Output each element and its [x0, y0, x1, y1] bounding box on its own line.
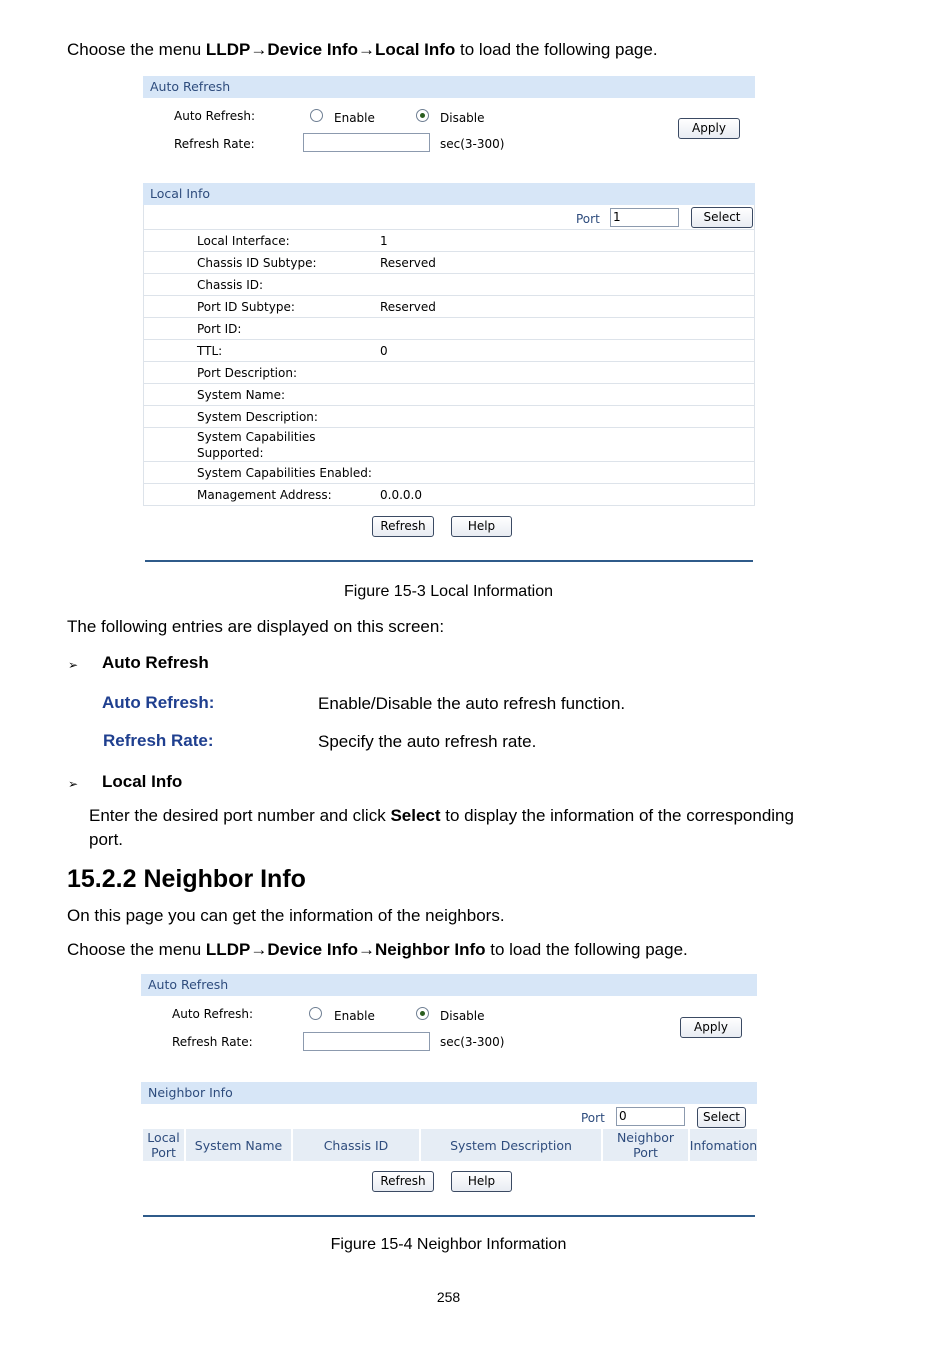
apply-button[interactable]: Apply: [678, 118, 740, 139]
refresh-button[interactable]: Refresh: [372, 516, 434, 537]
entries-intro: The following entries are displayed on this screen:: [67, 617, 445, 636]
enable-radio[interactable]: [309, 1007, 322, 1020]
refresh-rate-input[interactable]: [303, 1032, 430, 1051]
disable-radio[interactable]: [416, 1007, 429, 1020]
refresh-button[interactable]: Refresh: [372, 1171, 434, 1192]
row-label: Port ID Subtype:: [197, 300, 295, 314]
local-info-header: Local Info: [143, 183, 755, 205]
page-number: 258: [436, 1289, 461, 1305]
table-row: [143, 406, 755, 428]
def-desc-auto-refresh: Enable/Disable the auto refresh function.: [318, 694, 626, 713]
column-header-chassis-id: Chassis ID: [293, 1129, 419, 1161]
enable-label: Enable: [334, 1009, 375, 1023]
row-label: Chassis ID:: [197, 278, 264, 292]
neighbor-info-header: Neighbor Info: [141, 1082, 757, 1104]
row-label: Port Description:: [197, 366, 297, 380]
row-value: Reserved: [380, 300, 436, 314]
figure-caption-2: Figure 15-4 Neighbor Information: [330, 1236, 567, 1253]
row-value: 0.0.0.0: [380, 488, 422, 502]
help-button[interactable]: Help: [451, 1171, 512, 1192]
row-label: Management Address:: [197, 488, 332, 502]
intro-local-text: Choose the menu LLDP→Device Info→Local Info to load the following page.: [67, 40, 658, 59]
table-row: [143, 274, 755, 296]
auto-refresh-header: Auto Refresh: [143, 76, 755, 98]
section-heading: 15.2.2 Neighbor Info: [67, 865, 306, 893]
apply-button[interactable]: Apply: [680, 1017, 742, 1038]
table-row: [143, 484, 755, 506]
disable-label: Disable: [440, 1009, 485, 1023]
row-label: TTL:: [197, 344, 223, 358]
rate-hint: sec(3-300): [440, 1035, 505, 1049]
def-term-refresh-rate: Refresh Rate:: [103, 731, 214, 750]
local-info-paragraph-line2: port.: [89, 830, 124, 849]
row-label: System Description:: [197, 410, 318, 424]
row-label: System Name:: [197, 388, 286, 402]
select-button[interactable]: Select: [691, 207, 753, 228]
port-input[interactable]: 1: [610, 208, 679, 227]
column-header-system-name: System Name: [186, 1129, 291, 1161]
port-label: Port: [576, 212, 600, 226]
refresh-rate-label: Refresh Rate:: [172, 1035, 253, 1049]
table-row: [143, 318, 755, 340]
row-label: System Capabilities Enabled:: [197, 466, 372, 480]
table-row: [143, 252, 755, 274]
auto-refresh-header: Auto Refresh: [141, 974, 757, 996]
select-button[interactable]: Select: [697, 1107, 746, 1128]
row-value: Reserved: [380, 256, 436, 270]
port-input[interactable]: 0: [616, 1107, 685, 1126]
port-label: Port: [581, 1111, 605, 1125]
table-row: [143, 384, 755, 406]
refresh-rate-label: Refresh Rate:: [174, 137, 255, 151]
column-header-system-description: System Description: [421, 1129, 601, 1161]
intro-neighbor-text: Choose the menu LLDP→Device Info→Neighbor Info to load the following page.: [67, 940, 688, 959]
disable-label: Disable: [440, 111, 485, 125]
table-row: [143, 462, 755, 484]
row-label: Chassis ID Subtype:: [197, 256, 317, 270]
table-row: [143, 340, 755, 362]
auto-refresh-label: Auto Refresh:: [172, 1007, 254, 1021]
column-header-local-port: Local Port: [143, 1129, 184, 1161]
panel-bottom-rule: [143, 1215, 755, 1217]
row-value: 0: [380, 344, 388, 358]
rate-hint: sec(3-300): [440, 137, 505, 151]
neighbor-intro: On this page you can get the information of the neighbors.: [67, 906, 505, 925]
auto-refresh-label: Auto Refresh:: [174, 109, 256, 123]
help-button[interactable]: Help: [451, 516, 512, 537]
local-info-paragraph: Enter the desired port number and click Select to display the information of the corresponding: [89, 806, 794, 825]
disable-radio[interactable]: [416, 109, 429, 122]
enable-radio[interactable]: [310, 109, 323, 122]
figure-caption-1: Figure 15-3 Local Information: [344, 583, 553, 600]
table-row: [143, 428, 755, 462]
section-auto-refresh: Auto Refresh: [102, 653, 209, 672]
section-local-info: Local Info: [102, 772, 183, 791]
row-label: System Capabilities Supported:: [197, 430, 316, 460]
table-row: [143, 362, 755, 384]
column-header-information: Infomation: [690, 1129, 757, 1161]
refresh-rate-input[interactable]: [303, 133, 430, 152]
enable-label: Enable: [334, 111, 375, 125]
bullet-arrow-icon: ➢: [68, 658, 79, 672]
def-term-auto-refresh: Auto Refresh:: [102, 693, 215, 712]
def-desc-refresh-rate: Specify the auto refresh rate.: [318, 732, 537, 751]
column-header-neighbor-port: Neighbor Port: [603, 1129, 688, 1161]
row-value: 1: [380, 234, 388, 248]
row-label: Port ID:: [197, 322, 242, 336]
table-row: [143, 296, 755, 318]
row-label: Local Interface:: [197, 234, 290, 248]
panel-bottom-rule: [145, 560, 753, 562]
table-row: [143, 230, 755, 252]
bullet-arrow-icon: ➢: [68, 777, 79, 791]
